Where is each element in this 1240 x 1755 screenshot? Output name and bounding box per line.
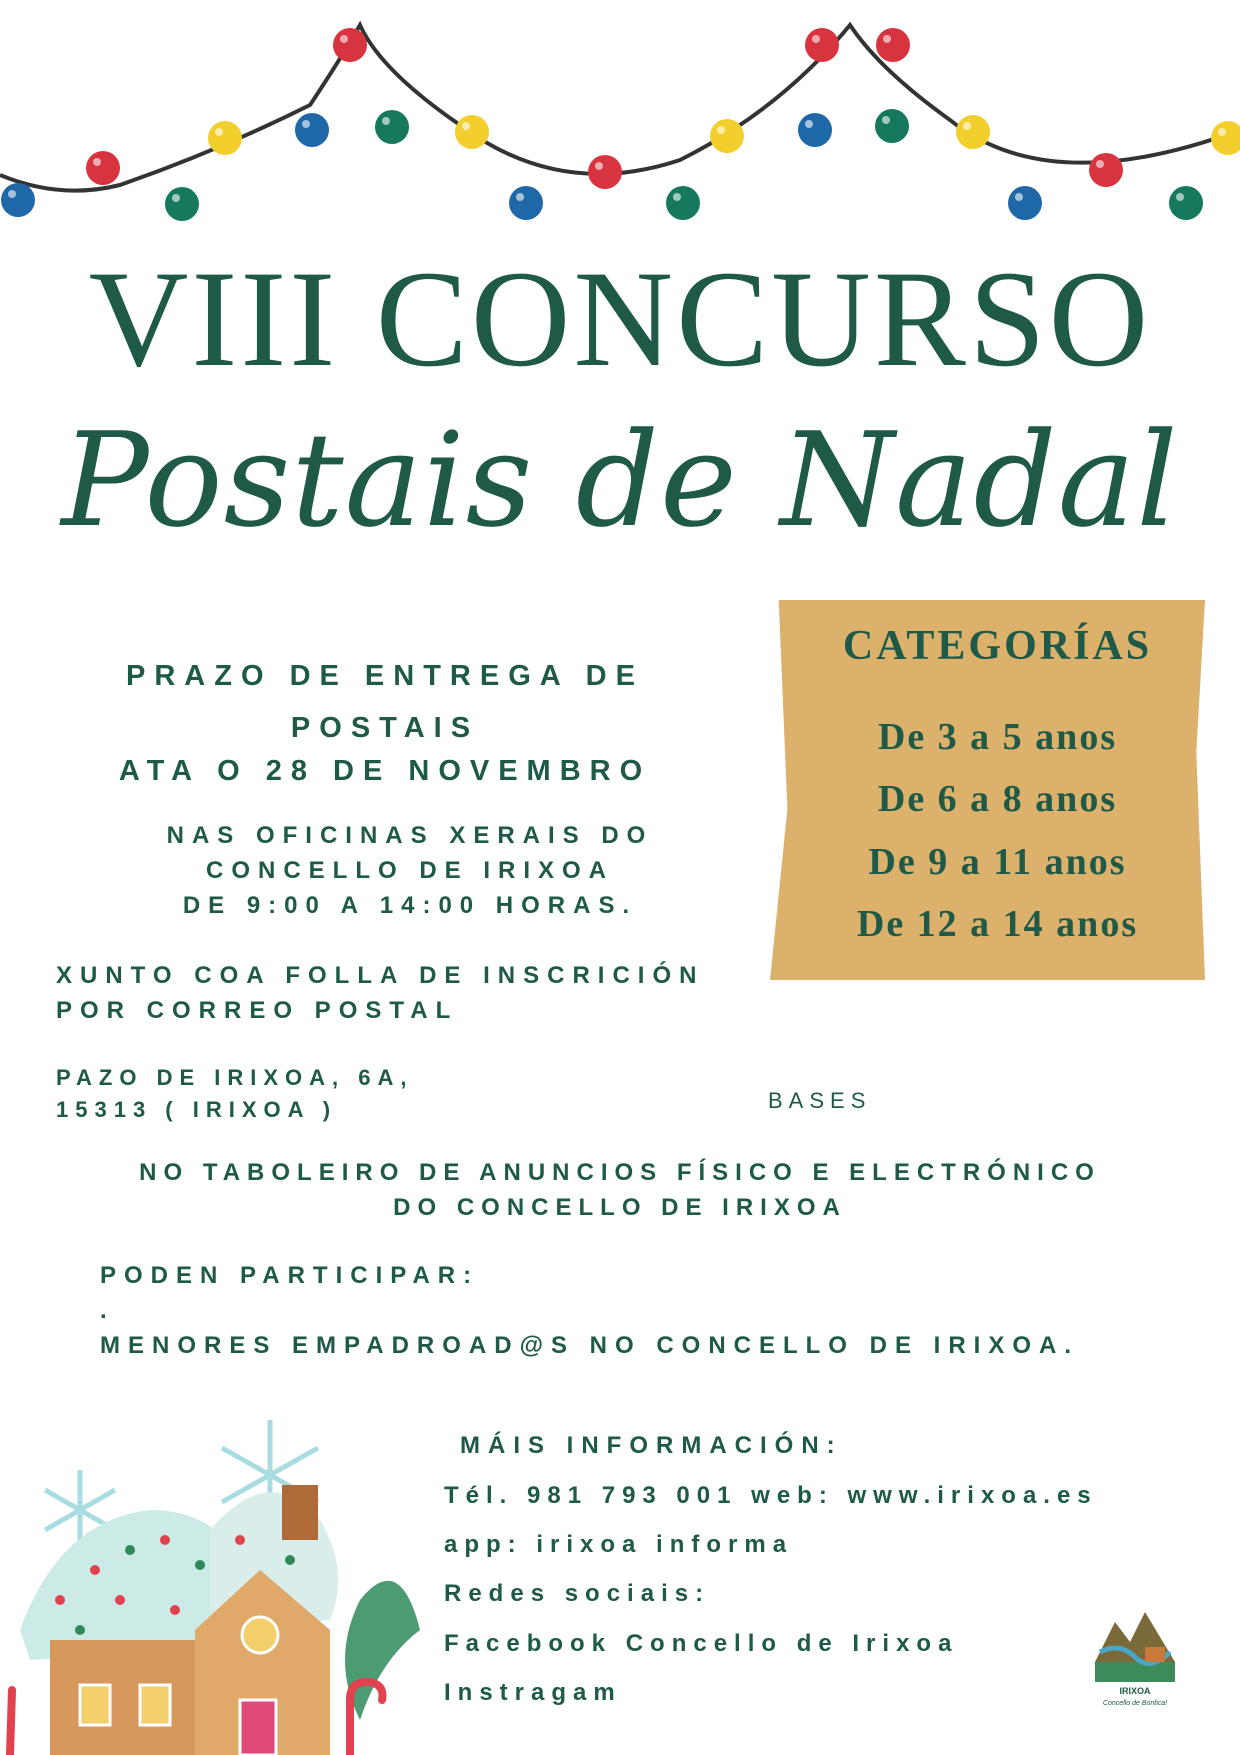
address-line-1: PAZO DE IRIXOA, 6A,: [56, 1065, 414, 1090]
participate-bullet: .: [100, 1297, 115, 1324]
light-bulb-icon: [666, 186, 700, 220]
light-bulb-icon: [875, 109, 909, 143]
category-item-4: De 12 a 14 anos: [856, 903, 1139, 945]
light-bulb-highlight: [1218, 128, 1226, 136]
light-bulb-highlight: [302, 120, 310, 128]
social-instagram: Instragam: [444, 1679, 622, 1706]
light-bulb-icon: [509, 186, 543, 220]
offices-line-2: CONCELLO DE IRIXOA: [205, 857, 614, 884]
light-bulb-icon: [588, 155, 622, 189]
chimney: [282, 1485, 318, 1540]
light-bulb-icon: [208, 121, 242, 155]
light-bulb-highlight: [516, 193, 524, 201]
light-bulb-icon: [375, 110, 409, 144]
gingerbread-house-illustration: [0, 1400, 440, 1755]
deadline-date: ATA O 28 DE NOVEMBRO: [118, 755, 652, 787]
light-bulb-highlight: [812, 35, 820, 43]
contact-app: app: irixoa informa: [444, 1531, 794, 1558]
light-bulb-highlight: [717, 126, 725, 134]
contact-phone-web: Tél. 981 793 001 web: www.irixoa.es: [444, 1482, 1098, 1509]
deadline-heading: PRAZO DE ENTREGA DE POSTAIS: [126, 660, 644, 744]
light-bulb-highlight: [1015, 193, 1023, 201]
logo-tagline: Concello de Bonfica!: [1102, 1700, 1168, 1707]
light-bulb-highlight: [673, 193, 681, 201]
light-bulb-icon: [798, 113, 832, 147]
light-bulb-icon: [1211, 121, 1240, 155]
social-facebook: Facebook Concello de Irixoa: [444, 1630, 959, 1657]
offices-line-3: DE 9:00 A 14:00 HORAS.: [182, 892, 638, 919]
light-bulb-icon: [876, 28, 910, 62]
notice-board-info: [0, 1155, 1240, 1225]
light-bulb-icon: [805, 28, 839, 62]
light-bulb-icon: [333, 28, 367, 62]
light-bulb-icon: [1, 183, 35, 217]
board-line-2: DO CONCELLO DE IRIXOA: [393, 1194, 847, 1221]
categories-title: CATEGORÍAS: [842, 623, 1153, 669]
light-bulb-icon: [1169, 186, 1203, 220]
contest-title: VIII CONCURSO: [88, 242, 1152, 395]
light-bulb-highlight: [1096, 160, 1104, 168]
light-bulb-icon: [455, 115, 489, 149]
light-bulb-highlight: [215, 128, 223, 136]
light-bulb-highlight: [595, 162, 603, 170]
light-bulb-icon: [956, 115, 990, 149]
contest-subtitle: Postais de Nadal: [61, 404, 1179, 556]
light-bulb-highlight: [882, 116, 890, 124]
postal-address: [56, 1062, 556, 1126]
light-bulb-icon: [1008, 186, 1042, 220]
mail-line-1: XUNTO COA FOLLA DE INSCRICIÓN: [56, 962, 705, 989]
light-bulb-highlight: [883, 35, 891, 43]
christmas-lights-decoration: [0, 0, 1240, 240]
house-door: [240, 1700, 276, 1755]
light-bulb-icon: [86, 151, 120, 185]
mail-line-2: POR CORREO POSTAL: [56, 997, 459, 1024]
light-bulb-highlight: [1176, 193, 1184, 201]
logo-name: IRIXOA: [1119, 1686, 1151, 1696]
offices-line-1: NAS OFICINAS XERAIS DO: [166, 822, 654, 849]
light-bulb-highlight: [93, 158, 101, 166]
light-bulb-highlight: [382, 117, 390, 125]
offices-info: [110, 818, 710, 923]
participate-line: MENORES EMPADROAD@S NO CONCELLO DE IRIXOA.: [100, 1332, 1079, 1359]
address-line-2: 15313 ( IRIXOA ): [56, 1097, 338, 1122]
category-item-1: De 3 a 5 anos: [877, 716, 1118, 758]
light-bulb-highlight: [340, 35, 348, 43]
house-wall-left: [50, 1640, 200, 1755]
light-bulb-icon: [295, 113, 329, 147]
window-left: [80, 1685, 110, 1725]
participate-heading: PODEN PARTICIPAR:: [100, 1262, 480, 1289]
light-bulb-icon: [710, 119, 744, 153]
light-bulb-highlight: [462, 122, 470, 130]
light-bulb-highlight: [172, 194, 180, 202]
participants-info: [100, 1258, 1200, 1363]
category-item-2: De 6 a 8 anos: [877, 778, 1118, 820]
category-item-3: De 9 a 11 anos: [868, 841, 1127, 883]
light-bulb-icon: [1089, 153, 1123, 187]
board-line-1: NO TABOLEIRO DE ANUNCIOS FÍSICO E ELECTRÓNICO: [139, 1159, 1101, 1186]
light-bulb-highlight: [805, 120, 813, 128]
social-heading: Redes sociais:: [444, 1580, 711, 1607]
window-mid: [140, 1685, 170, 1725]
mail-info: [56, 958, 756, 1028]
light-bulb-highlight: [963, 122, 971, 130]
light-bulb-highlight: [8, 190, 16, 198]
bases-label: BASES: [768, 1088, 872, 1113]
more-info-heading: MÁIS INFORMACIÓN:: [460, 1432, 843, 1459]
round-window: [242, 1617, 278, 1653]
light-bulb-icon: [165, 187, 199, 221]
